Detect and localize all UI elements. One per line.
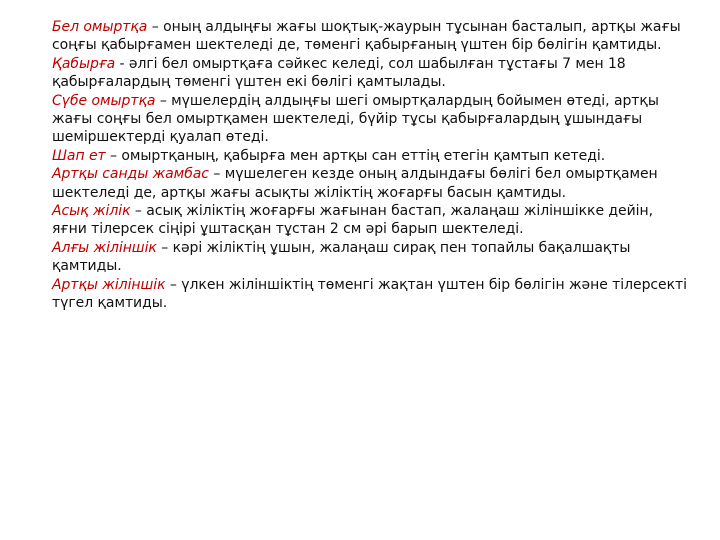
paragraph-sube-omyrtqa [52,92,692,147]
definition-artqy-sandy-zhambas: – мүшелеген кезде оның алдындағы бөлігі бел омыртқамен шектеледі де, артқы жағы асықты жіліктің жоғарғы басын қамтиды. [52,166,658,201]
term-sube-omyrtqa: Сүбе омыртқа [52,92,156,109]
paragraph-asyq-zhilik [52,202,692,239]
term-asyq-zhilik: Асық жілік [52,203,131,220]
paragraph-shap-et [52,147,692,165]
definition-asyq-zhilik: – асық жіліктің жоғарғы жағынан бастап, жалаңаш жіліншікке дейін, яғни тілерсек сіңірі ұштасқан тұстан 2 см әрі барып шектеледі. [52,203,653,238]
term-algy-zhilinshik: Алғы жіліншік [52,239,157,256]
paragraph-artqy-sandy-zhambas [52,165,692,202]
term-bel-omyrtqa: Бел омыртқа [52,19,148,35]
term-shap-et: Шап ет [52,147,106,164]
paragraph-qabyrga [52,55,692,92]
paragraph-bel-omyrtqa [52,18,692,55]
text-body [52,18,692,313]
definition-qabyrga: - әлгі бел омыртқаға сәйкес келеді, сол шабылған тұстағы 7 мен 18 қабырғалардың төменгі үштен екі бөлігі қамтылады. [52,55,626,91]
paragraph-algy-zhilinshik [52,239,692,276]
definition-bel-omyrtqa: – оның алдыңғы жағы шоқтық-жаурын тұсынан басталып, артқы жағы соңғы қабырғамен шектеледі де, төменгі қабырғаның үштен бір бөлігін қамтиды. [52,19,681,54]
definition-algy-zhilinshik: – кәрі жіліктің ұшын, жалаңаш сирақ пен топайлы бақалшақты қамтиды. [52,239,631,275]
term-artqy-sandy-zhambas: Артқы санды жамбас [52,166,209,183]
definition-shap-et: – омыртқаның, қабырға мен артқы сан еттің етегін қамтып кетеді. [105,147,606,164]
paragraph-artqy-zhilinshik [52,276,692,313]
definition-artqy-zhilinshik: – үлкен жіліншіктің төменгі жақтан үштен бір бөлігін және тілерсекті түгел қамтиды. [52,276,687,312]
definition-sube-omyrtqa: – мүшелердің алдыңғы шегі омыртқалардың бойымен өтеді, артқы жағы соңғы бел омыртқамен шектеледі, бүйір тұсы қабырғалардың ұшындағы шеміршектерді қуалап өтеді. [52,92,659,146]
term-qabyrga: Қабырға [52,55,116,72]
term-artqy-zhilinshik: Артқы жіліншік [52,276,166,293]
